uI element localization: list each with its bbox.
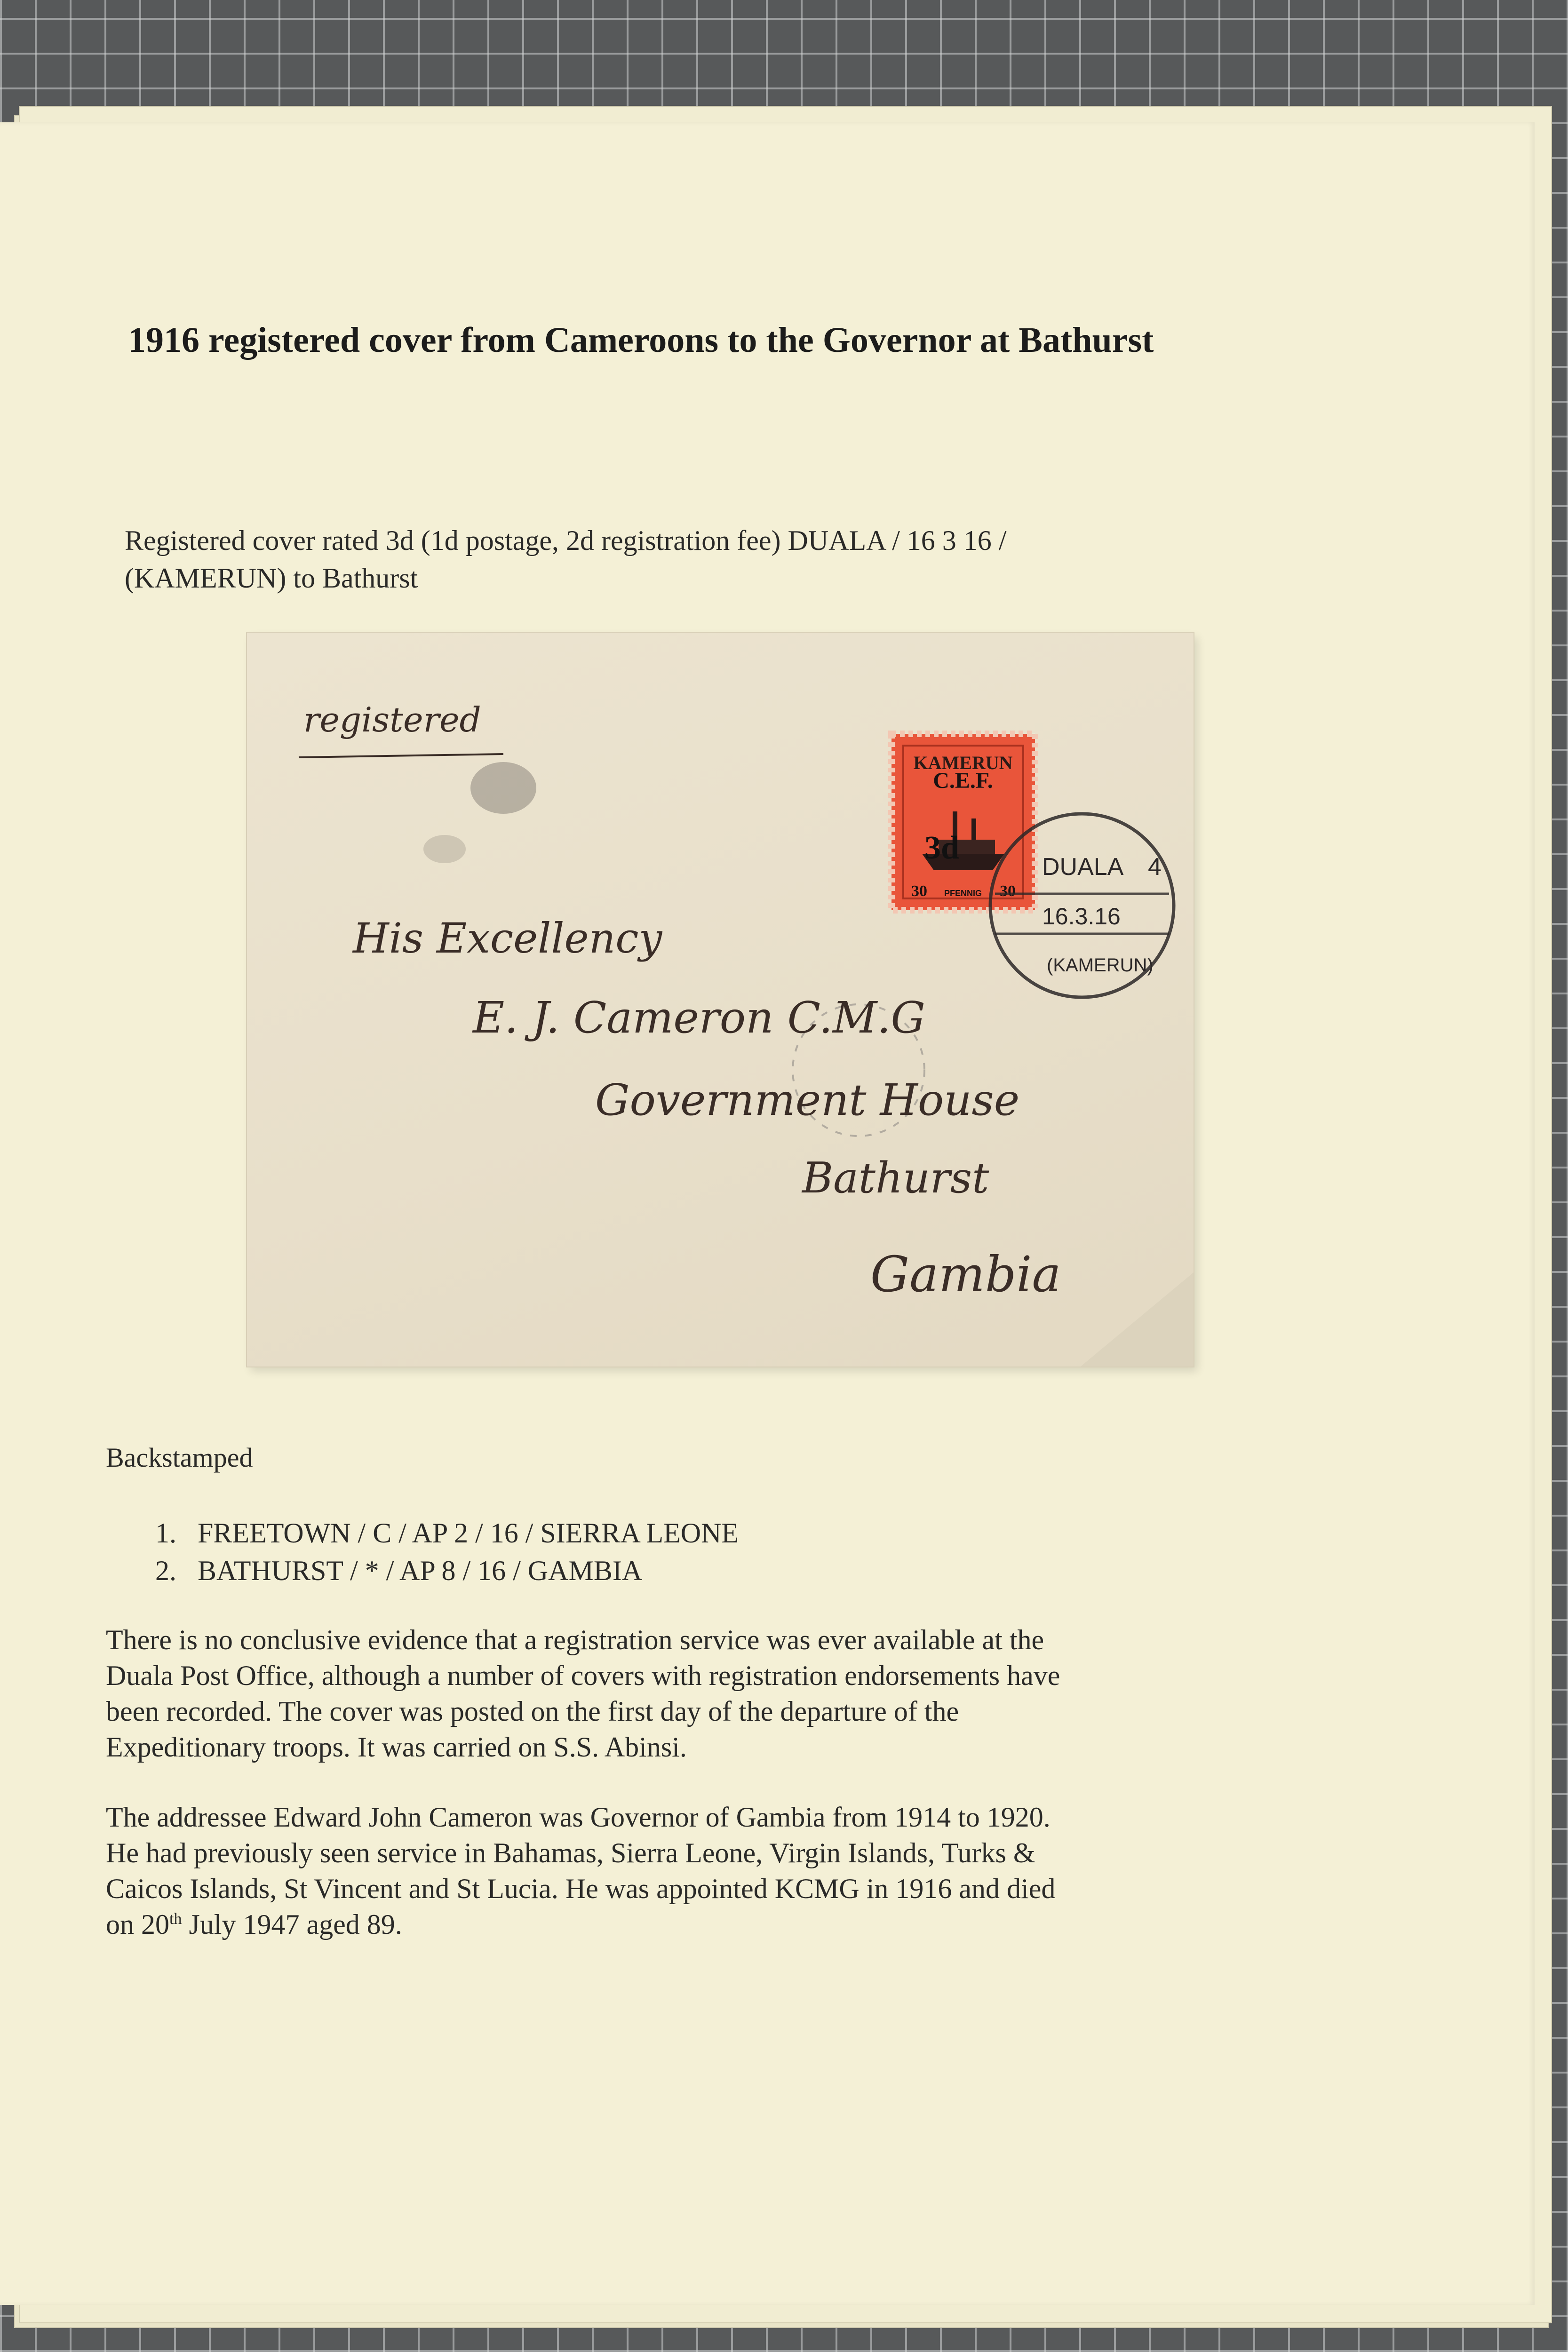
page-title: 1916 registered cover from Cameroons to the Governor at Bathurst: [128, 320, 1154, 360]
registered-underline: [299, 754, 503, 757]
paragraph-registration: [106, 1622, 1060, 1765]
postmark-place: DUALA: [1042, 853, 1124, 881]
list-item: [155, 1555, 642, 1587]
address-line-3: Government House: [595, 1075, 1020, 1125]
paragraph-line: Duala Post Office, although a number of covers with registration endorsements have: [106, 1660, 1060, 1691]
postmark-date: 16.3.16: [1042, 903, 1121, 930]
paragraph-line: been recorded. The cover was posted on the first day of the departure of the: [106, 1696, 959, 1727]
registered-note: registered: [303, 700, 481, 739]
address-line-5: Gambia: [870, 1246, 1061, 1303]
subtitle-line-2: (KAMERUN) to Bathurst: [125, 563, 418, 594]
paragraph-line: Caicos Islands, St Vincent and St Lucia. He was appointed KCMG in 1916 and died: [106, 1873, 1056, 1904]
paragraph-line: He had previously seen service in Bahamas, Sierra Leone, Virgin Islands, Turks &: [106, 1837, 1035, 1868]
stamp-pfennig: PFENNIG: [944, 889, 982, 898]
stamp-value-right: 30: [1000, 882, 1016, 900]
backstamped-label: Backstamped: [106, 1442, 253, 1473]
paragraph-line: [106, 1907, 1055, 1942]
stamp-value-left: 30: [911, 882, 927, 900]
list-number: 2.: [155, 1555, 176, 1586]
list-text: BATHURST / * / AP 8 / 16 / GAMBIA: [198, 1555, 643, 1586]
text-run: July 1947 aged 89.: [182, 1909, 402, 1940]
postmark-region: (KAMERUN): [1047, 955, 1154, 976]
envelope-cover: [247, 633, 1194, 1367]
stamp-country: KAMERUN: [913, 752, 1013, 773]
stamp-overprint: C.E.F.: [933, 768, 993, 793]
stamp-surcharge: 3d: [924, 830, 959, 866]
postmark-number: 4: [1148, 853, 1162, 881]
paragraph-line: There is no conclusive evidence that a registration service was ever available at the: [106, 1624, 1044, 1655]
list-number: 1.: [155, 1518, 176, 1549]
ink-smudge: [423, 835, 466, 863]
address-line-4: Bathurst: [802, 1153, 989, 1203]
paragraph-addressee: [106, 1799, 1055, 1942]
list-text: FREETOWN / C / AP 2 / 16 / SIERRA LEONE: [198, 1518, 739, 1549]
postage-stamp: [891, 734, 1035, 910]
text-run: on 20: [106, 1909, 169, 1940]
address-line-1: His Excellency: [353, 914, 662, 962]
list-item: [155, 1517, 739, 1549]
ink-smudge: [470, 762, 536, 814]
envelope-contents: [247, 633, 1194, 1367]
album-page: [0, 122, 1535, 2305]
ordinal-suffix: th: [169, 1910, 182, 1928]
paragraph-line: Expeditionary troops. It was carried on S.S. Abinsi.: [106, 1732, 687, 1763]
subtitle-line-1: Registered cover rated 3d (1d postage, 2d registration fee) DUALA / 16 3 16 /: [125, 525, 1007, 556]
paragraph-line: The addressee Edward John Cameron was Governor of Gambia from 1914 to 1920.: [106, 1802, 1051, 1833]
address-line-2: E. J. Cameron C.M.G: [473, 993, 925, 1043]
